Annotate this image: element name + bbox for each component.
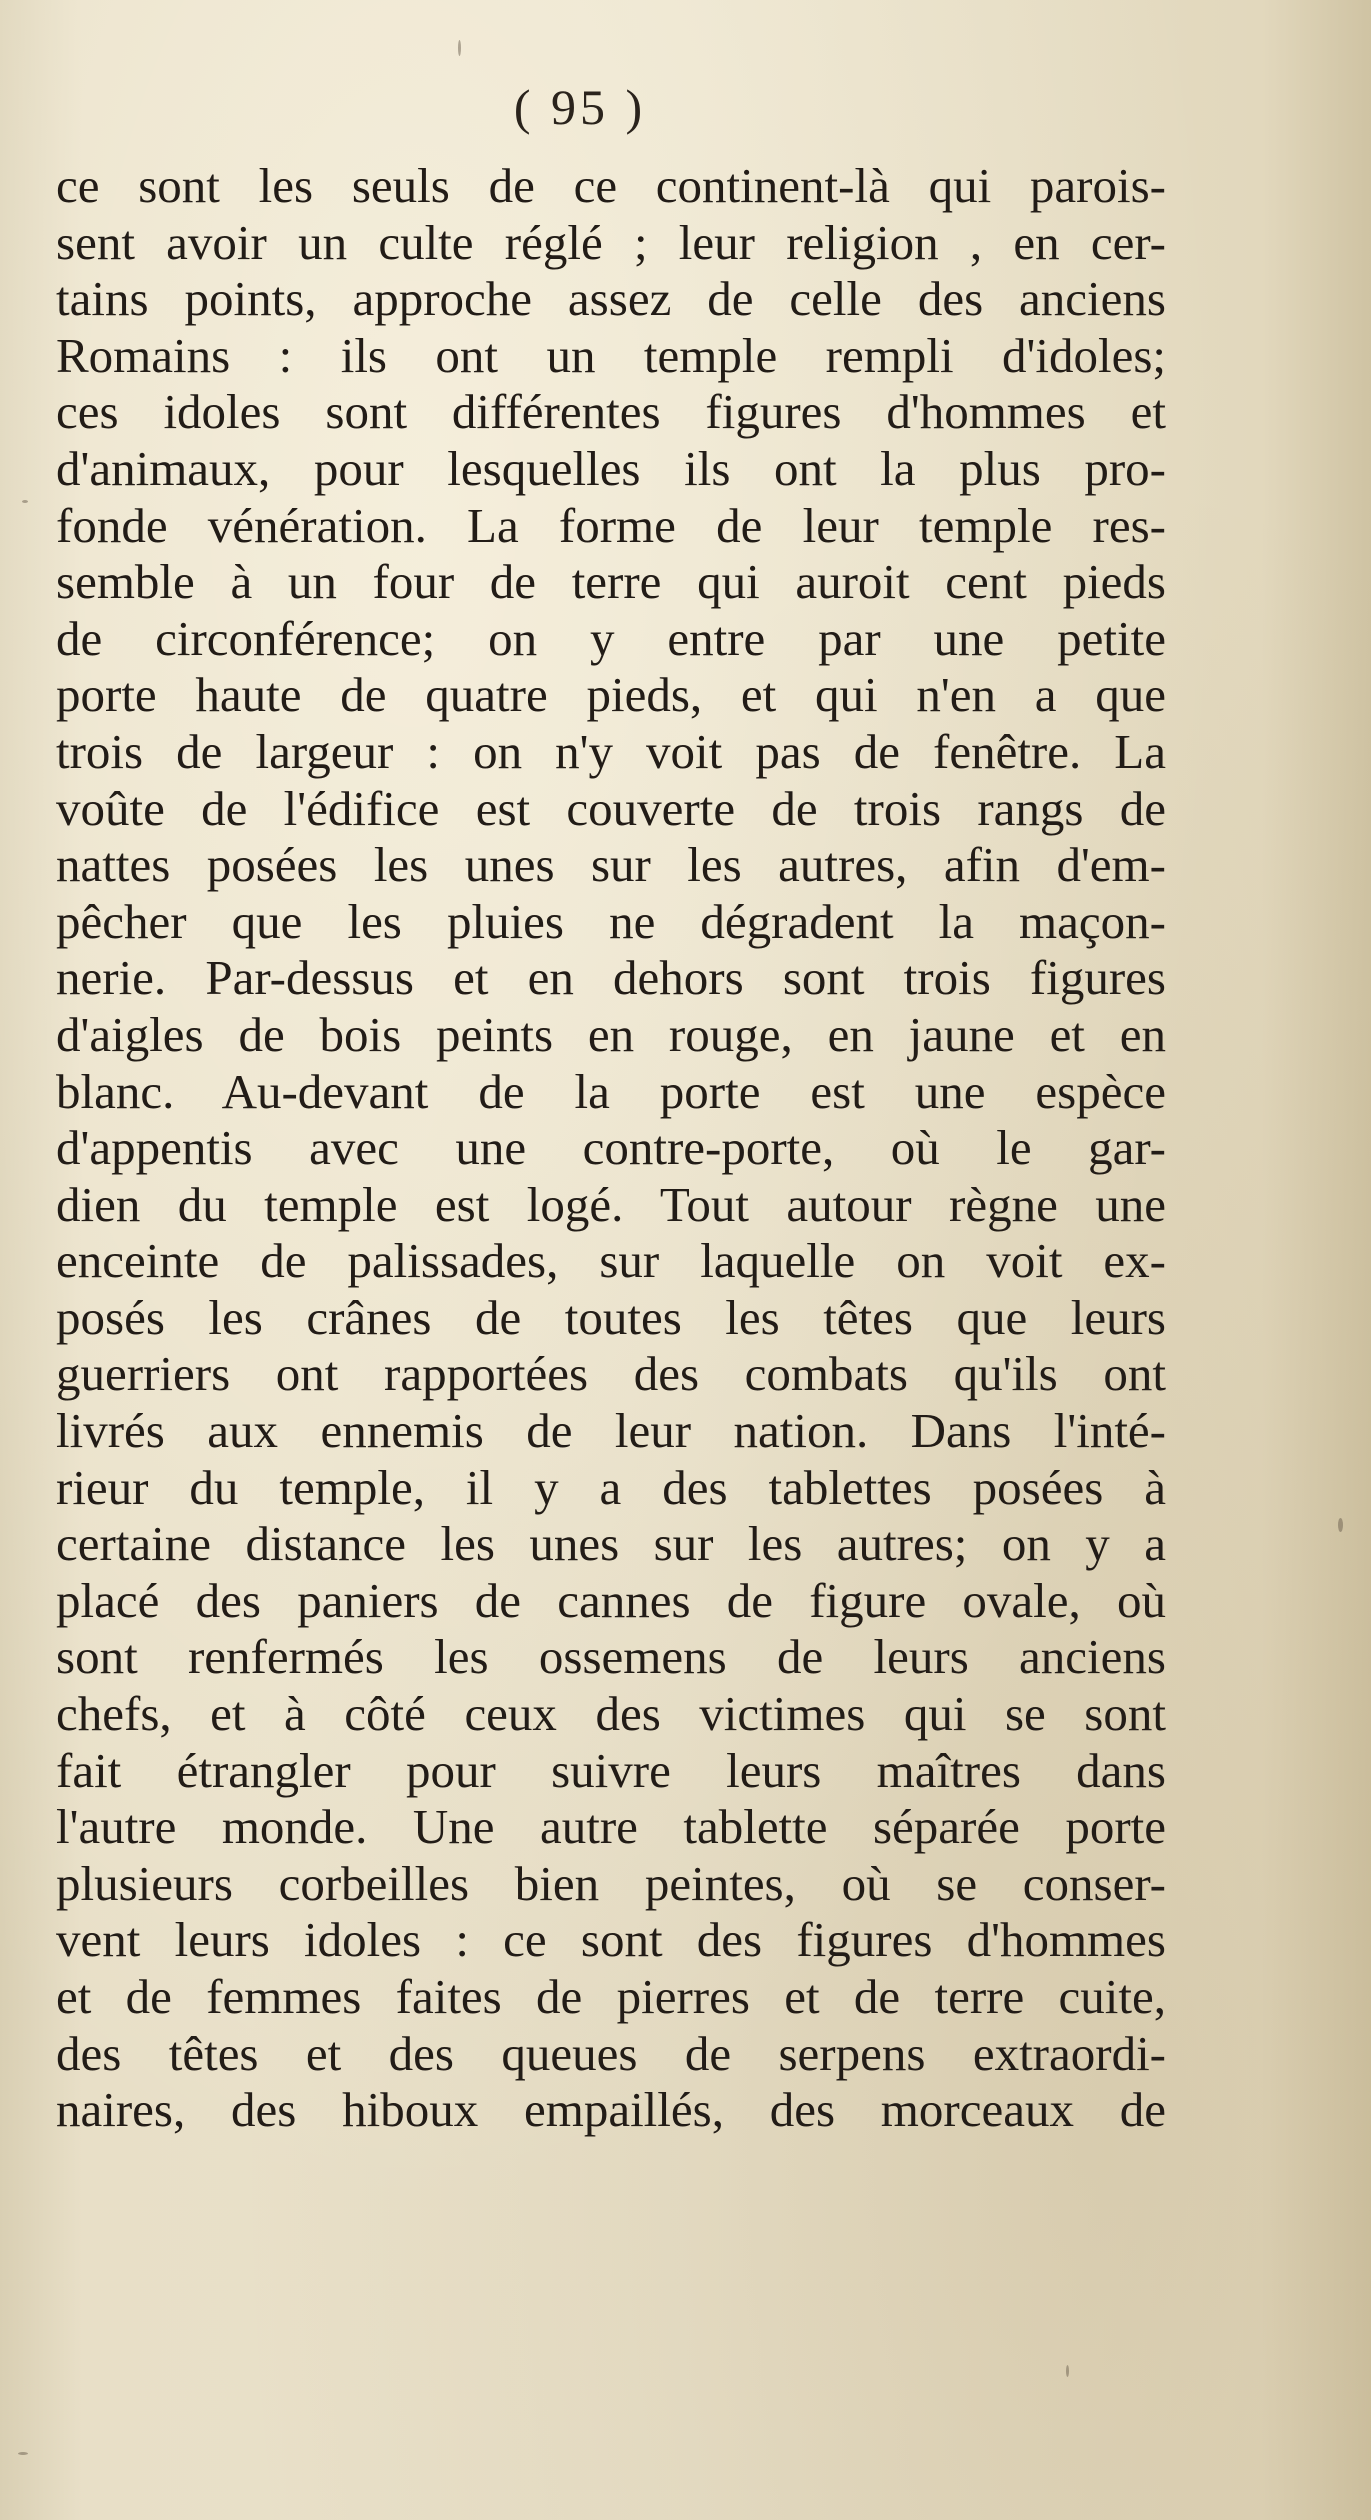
text-line: tains points, approche assez de celle des anciens — [56, 271, 1166, 327]
text-line: fait étrangler pour suivre leurs maîtres dans — [56, 1742, 1166, 1798]
text-line: placé des paniers de cannes de figure ovale, où — [56, 1572, 1166, 1628]
page-number: ( 95 ) — [513, 79, 647, 135]
paper-speck — [1338, 1518, 1343, 1532]
text-line: certaine distance les unes sur les autres; on y a — [56, 1516, 1166, 1572]
text-line: semble à un four de terre qui auroit cent pieds — [56, 554, 1166, 610]
text-line: vent leurs idoles : ce sont des figures d'hommes — [56, 1912, 1166, 1968]
text-line: Romains : ils ont un temple rempli d'idoles; — [56, 327, 1166, 383]
text-line: plusieurs corbeilles bien peintes, où se conser- — [56, 1855, 1166, 1911]
text-line: et de femmes faites de pierres et de terre cuite, — [56, 1969, 1166, 2024]
text-line: des têtes et des queues de serpens extraordi- — [56, 2025, 1166, 2081]
text-line: enceinte de palissades, sur laquelle on voit ex- — [56, 1233, 1166, 1289]
text-line: l'autre monde. Une autre tablette séparée porte — [56, 1799, 1166, 1855]
paper-speck — [1066, 2365, 1069, 2377]
text-line: rieur du temple, il y a des tablettes posées à — [56, 1459, 1166, 1515]
text-line: fonde vénération. La forme de leur temple res- — [56, 497, 1166, 553]
text-line: sent avoir un culte réglé ; leur religion , en cer- — [56, 214, 1166, 270]
text-line: d'appentis avec une contre-porte, où le gar- — [56, 1120, 1166, 1176]
paper-speck — [18, 2452, 28, 2455]
text-line: dien du temple est logé. Tout autour règne une — [56, 1176, 1166, 1232]
text-line: ce sont les seuls de ce continent-là qui parois- — [56, 158, 1166, 213]
text-line: livrés aux ennemis de leur nation. Dans l'inté- — [56, 1403, 1166, 1459]
paper-speck — [458, 40, 461, 56]
text-line: pêcher que les pluies ne dégradent la maçon- — [56, 893, 1166, 949]
text-line: d'aigles de bois peints en rouge, en jaune et en — [56, 1006, 1166, 1062]
body-text — [56, 158, 1166, 2139]
text-line: sont renfermés les ossemens de leurs anciens — [56, 1629, 1166, 1685]
text-line: porte haute de quatre pieds, et qui n'en a que — [56, 667, 1166, 723]
text-line: d'animaux, pour lesquelles ils ont la plus pro- — [56, 440, 1166, 496]
text-line: de circonférence; on y entre par une petite — [56, 610, 1166, 666]
text-line: chefs, et à côté ceux des victimes qui se sont — [56, 1686, 1166, 1742]
text-line: guerriers ont rapportées des combats qu'ils ont — [56, 1346, 1166, 1402]
text-line: ces idoles sont différentes figures d'hommes et — [56, 384, 1166, 440]
text-line: naires, des hiboux empaillés, des morceaux de — [56, 2082, 1166, 2138]
text-line: posés les crânes de toutes les têtes que leurs — [56, 1289, 1166, 1345]
paper-speck — [22, 500, 28, 503]
text-line: voûte de l'édifice est couverte de trois rangs de — [56, 780, 1166, 836]
text-line: trois de largeur : on n'y voit pas de fenêtre. La — [56, 723, 1166, 779]
text-line: blanc. Au-devant de la porte est une espèce — [56, 1063, 1166, 1119]
text-line: nerie. Par-dessus et en dehors sont trois figures — [56, 950, 1166, 1006]
text-line: nattes posées les unes sur les autres, afin d'em- — [56, 837, 1166, 893]
